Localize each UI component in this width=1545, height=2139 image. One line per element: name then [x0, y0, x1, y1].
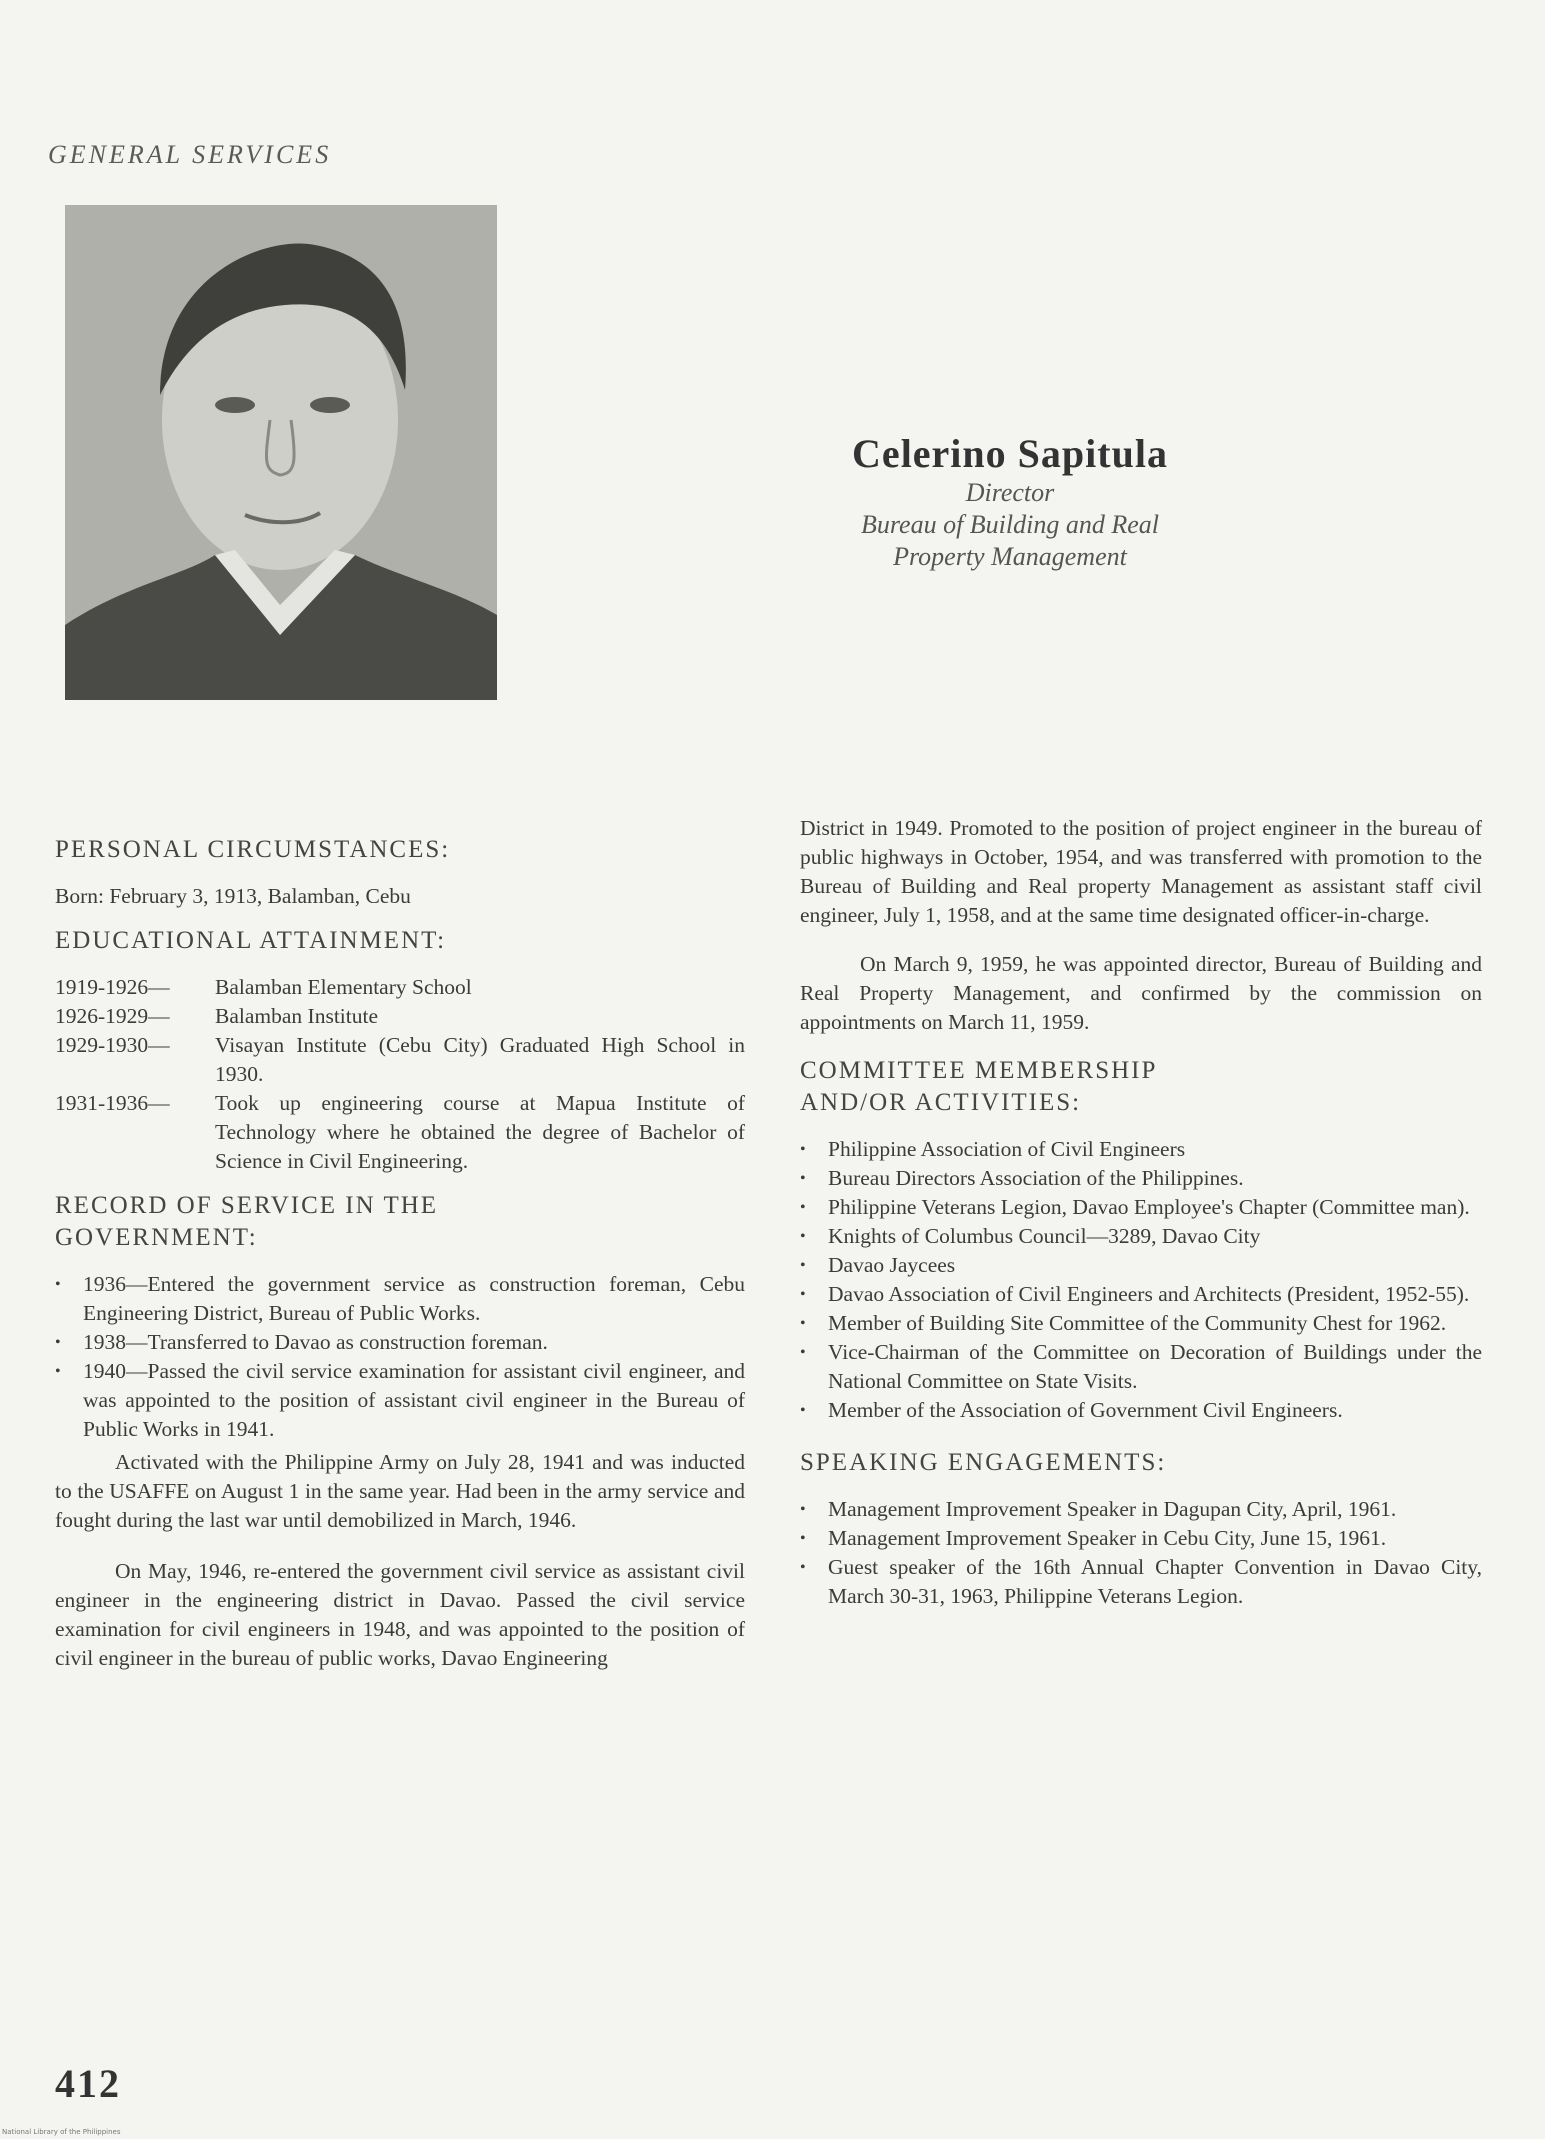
reentry-paragraph: On May, 1946, re-entered the government civil service as assistant civil engineer in the engineering district in Davao. Passed the civil service examination for civil engineers in 1948, and was appointed to the position of civil engineer in the bureau of public works, Davao Engineering: [55, 1559, 745, 1670]
education-years: 1926-1929—: [55, 1004, 170, 1028]
speaking-item: [800, 1495, 1482, 1524]
bullet-icon: •: [800, 1257, 806, 1274]
committee-text: Philippine Veterans Legion, Davao Employee's Chapter (Committee man).: [828, 1195, 1470, 1219]
education-text: Took up engineering course at Mapua Institute of Technology where he obtained the degree of Bachelor of Science in Civil Engineering.: [215, 1091, 745, 1173]
service-item: [55, 1328, 745, 1357]
section-header: GENERAL SERVICES: [48, 140, 332, 169]
page-number: 412: [55, 2061, 121, 2106]
committee-item: [800, 1396, 1482, 1425]
education-item: [55, 1002, 745, 1031]
committee-text: Member of the Association of Government Civil Engineers.: [828, 1398, 1343, 1422]
bullet-icon: •: [800, 1170, 806, 1187]
committee-item: [800, 1222, 1482, 1251]
committee-text: Davao Jaycees: [828, 1253, 956, 1277]
bullet-icon: •: [800, 1199, 806, 1216]
portrait-photo: [65, 205, 497, 700]
committee-item: [800, 1135, 1482, 1164]
speaking-text: Guest speaker of the 16th Annual Chapter Convention in Davao City, March 30-31, 1963, Philippine Veterans Legion.: [828, 1555, 1482, 1608]
speaking-item: [800, 1553, 1482, 1611]
bullet-icon: •: [800, 1402, 806, 1419]
education-heading: EDUCATIONAL ATTAINMENT:: [55, 927, 447, 954]
service-text: 1938—Transferred to Davao as construction foreman.: [83, 1330, 548, 1354]
bullet-icon: •: [800, 1228, 806, 1245]
committee-text: Davao Association of Civil Engineers and Architects (President, 1952-55).: [828, 1282, 1470, 1306]
personal-heading: PERSONAL CIRCUMSTANCES:: [55, 836, 451, 863]
education-text: Visayan Institute (Cebu City) Graduated High School in 1930.: [215, 1033, 745, 1086]
service-heading: RECORD OF SERVICE IN THE GOVERNMENT:: [55, 1192, 439, 1251]
committee-item: [800, 1251, 1482, 1280]
committee-item: [800, 1338, 1482, 1396]
bullet-icon: •: [800, 1344, 806, 1361]
committee-item: [800, 1309, 1482, 1338]
education-years: 1919-1926—: [55, 975, 170, 999]
person-bureau-line-2: Property Management: [893, 542, 1127, 571]
bullet-icon: •: [55, 1363, 61, 1380]
person-header: [770, 430, 1250, 573]
education-years: 1931-1936—: [55, 1091, 170, 1115]
education-years: 1929-1930—: [55, 1033, 170, 1057]
bullet-icon: •: [800, 1315, 806, 1332]
army-paragraph: Activated with the Philippine Army on July 28, 1941 and was inducted to the USAFFE on August 1 in the same year. Had been in the army service and fought during the last war until demobilized in March, 1946.: [55, 1450, 745, 1532]
bullet-icon: •: [800, 1286, 806, 1303]
speaking-text: Management Improvement Speaker in Cebu City, June 15, 1961.: [828, 1526, 1387, 1550]
born-line: Born: February 3, 1913, Balamban, Cebu: [55, 884, 411, 908]
service-text: 1936—Entered the government service as construction foreman, Cebu Engineering District, Bureau of Public Works.: [83, 1272, 745, 1325]
service-item: [55, 1270, 745, 1328]
education-item: [55, 1031, 745, 1089]
bullet-icon: •: [800, 1141, 806, 1158]
committee-text: Member of Building Site Committee of the Community Chest for 1962.: [828, 1311, 1447, 1335]
right-column: [800, 816, 1482, 1611]
committee-item: [800, 1193, 1482, 1222]
left-column: [55, 820, 745, 1687]
service-text: 1940—Passed the civil service examination for assistant civil engineer, and was appointed to the position of assistant civil engineer in the Bureau of Public Works in 1941.: [83, 1359, 745, 1441]
committee-text: Vice-Chairman of the Committee on Decoration of Buildings under the National Committee on State Visits.: [828, 1340, 1482, 1393]
committee-text: Bureau Directors Association of the Philippines.: [828, 1166, 1244, 1190]
person-title: Director: [965, 478, 1055, 507]
committee-item: [800, 1164, 1482, 1193]
bullet-icon: •: [55, 1276, 61, 1293]
bullet-icon: •: [800, 1501, 806, 1518]
speaking-item: [800, 1524, 1482, 1553]
bullet-icon: •: [800, 1530, 806, 1547]
footer-credit: National Library of the Philippines: [2, 2128, 121, 2136]
bullet-icon: •: [800, 1559, 806, 1576]
committee-heading-line-2: AND/OR ACTIVITIES:: [800, 1089, 1082, 1116]
speaking-heading: SPEAKING ENGAGEMENTS:: [800, 1449, 1167, 1476]
committee-heading: [800, 1055, 1482, 1119]
education-text: Balamban Elementary School: [215, 975, 472, 999]
committee-heading-line-1: COMMITTEE MEMBERSHIP: [800, 1057, 1158, 1084]
education-text: Balamban Institute: [215, 1004, 379, 1028]
appointment-paragraph: On March 9, 1959, he was appointed director, Bureau of Building and Real Property Management, and confirmed by the commission on appointments on March 11, 1959.: [800, 952, 1482, 1034]
committee-text: Philippine Association of Civil Engineers: [828, 1137, 1186, 1161]
education-item: [55, 973, 745, 1002]
committee-text: Knights of Columbus Council—3289, Davao City: [828, 1224, 1261, 1248]
committee-item: [800, 1280, 1482, 1309]
bullet-icon: •: [55, 1334, 61, 1351]
service-item: [55, 1357, 745, 1444]
speaking-text: Management Improvement Speaker in Dagupan City, April, 1961.: [828, 1497, 1397, 1521]
education-item: [55, 1089, 745, 1176]
person-name: Celerino Sapitula: [852, 431, 1168, 476]
person-bureau-line-1: Bureau of Building and Real: [861, 510, 1159, 539]
promotion-paragraph: District in 1949. Promoted to the position of project engineer in the bureau of public highways in October, 1954, and was transferred with promotion to the Bureau of Building and Real property Management as assistant staff civil engineer, July 1, 1958, and at the same time designated officer-in-charge.: [800, 816, 1482, 927]
